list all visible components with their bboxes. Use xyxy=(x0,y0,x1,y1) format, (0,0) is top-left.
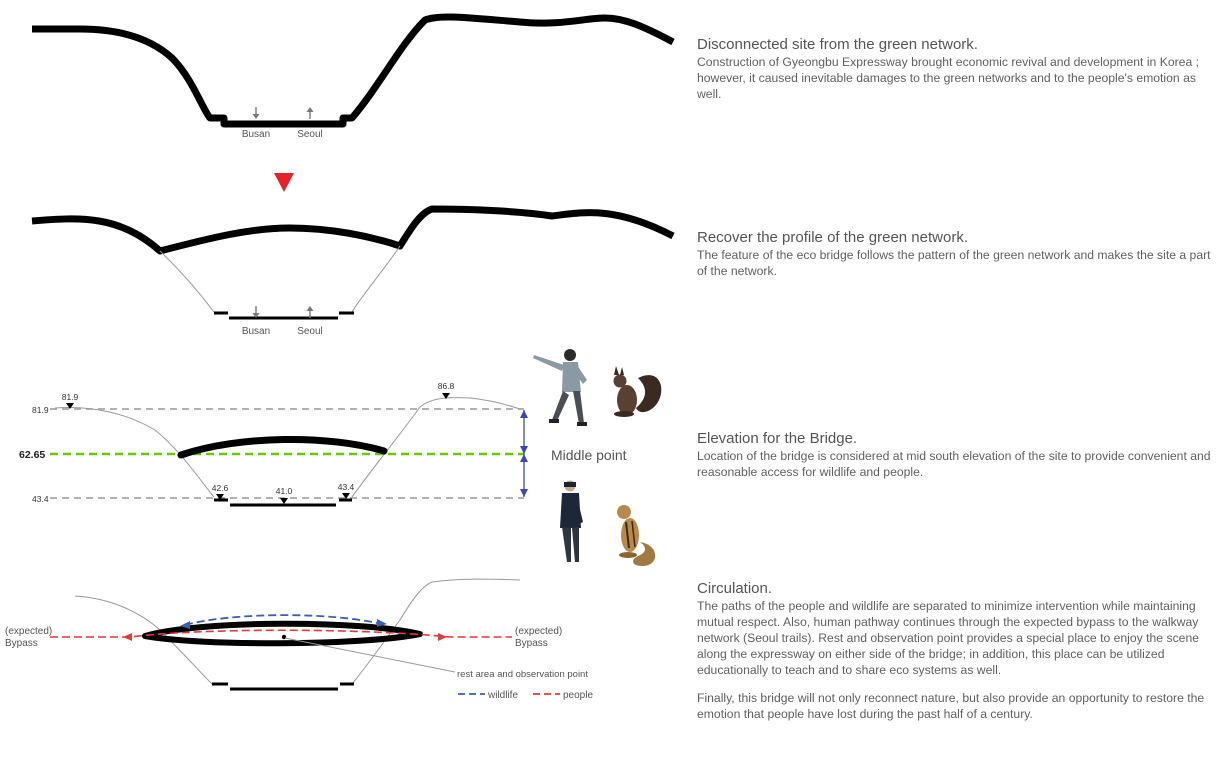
section-elevation xyxy=(697,430,1212,480)
legend-people-label: people xyxy=(563,690,594,701)
people-arrow-left xyxy=(123,633,132,641)
bypass-right-label: Bypass xyxy=(515,638,548,649)
panel-disconnected-site xyxy=(32,17,673,140)
standing-man-icon xyxy=(560,481,583,563)
section-title: Recover the profile of the green network. xyxy=(697,229,968,246)
section-title: Circulation. xyxy=(697,580,773,597)
spot-elevation-41-0: 41.0 xyxy=(275,486,293,496)
transition-arrow-icon xyxy=(274,173,294,192)
panel-circulation xyxy=(5,579,593,701)
section-body: Construction of Gyeongbu Expressway brought economic revival and development in Korea ; however, it caused inevitable damages to the green networks and to the people's emotion as well. xyxy=(697,55,1199,101)
dimension-arrow-top xyxy=(520,410,528,418)
section-body: Location of the bridge is considered at mid south elevation of the site to provide convenient and reasonable access for wildlife and people. xyxy=(697,449,1211,479)
legend-wildlife-label: wildlife xyxy=(488,690,519,701)
eco-bridge-arch xyxy=(181,439,384,455)
terrain-profile-disconnected xyxy=(32,17,673,124)
elevation-label-middle: 62.65 xyxy=(19,449,46,461)
middle-point-label: Middle point xyxy=(551,447,627,463)
original-cut-slope-left xyxy=(160,251,214,312)
chipmunk-icon xyxy=(617,505,655,566)
section-disconnected-site xyxy=(697,36,1212,102)
spot-elevation-81-9: 81.9 xyxy=(61,392,79,402)
spot-elevation-86-8: 86.8 xyxy=(437,381,455,391)
spot-marker-41-0 xyxy=(280,498,288,504)
section-title: Elevation for the Bridge. xyxy=(697,430,858,447)
section-body: The paths of the people and wildlife are separated to minimize intervention while maintaining mutual respect. Also, human pathway continues through the expected bypass to the walkway network (Seoul trails). Rest and observation point provides a special place to enjoy the scene along the expressway on either side of the bridge; in addition, this place can be utilized educationally to teach and to share eco systems as well. xyxy=(697,599,1199,677)
section-circulation xyxy=(697,580,1212,722)
seoul-label: Seoul xyxy=(297,129,323,140)
section-closing: Finally, this bridge will not only reconnect nature, but also provide an opportunity to restore the emotion that people have lost during the past half of a century. xyxy=(697,691,1205,721)
elevation-label-top-left: 81.9 xyxy=(32,405,49,415)
elevation-label-bottom-left: 43.4 xyxy=(32,494,49,504)
section-body: The feature of the eco bridge follows the pattern of the green network and makes the site a part of the network. xyxy=(697,248,1211,278)
squirrel-icon xyxy=(614,366,662,417)
terrain-profile-recovered xyxy=(32,209,673,251)
seoul-label-2: Seoul xyxy=(297,326,323,337)
people-arrow-right xyxy=(438,633,447,641)
busan-arrow-head xyxy=(253,114,260,119)
bypass-left-expected: (expected) xyxy=(5,626,53,637)
seoul-arrow-head-2 xyxy=(307,306,314,311)
busan-label: Busan xyxy=(241,129,271,140)
dimension-arrow-bottom xyxy=(520,489,528,497)
spot-elevation-42-6: 42.6 xyxy=(211,483,229,493)
panel-elevation xyxy=(19,349,661,566)
original-cut-slope-right xyxy=(352,246,400,312)
bypass-right-expected: (expected) xyxy=(515,626,563,637)
panel-recover-profile xyxy=(32,209,673,337)
pointing-man-icon xyxy=(533,349,587,426)
bypass-left-label: Bypass xyxy=(5,638,38,649)
spot-elevation-43-4: 43.4 xyxy=(337,482,355,492)
rest-area-label: rest area and observation point xyxy=(457,669,588,680)
seoul-arrow-head xyxy=(307,107,314,112)
section-title: Disconnected site from the green network. xyxy=(697,36,978,53)
spot-marker-81-9 xyxy=(66,403,74,409)
busan-label-2: Busan xyxy=(241,326,271,337)
section-recover-profile xyxy=(697,229,1212,279)
